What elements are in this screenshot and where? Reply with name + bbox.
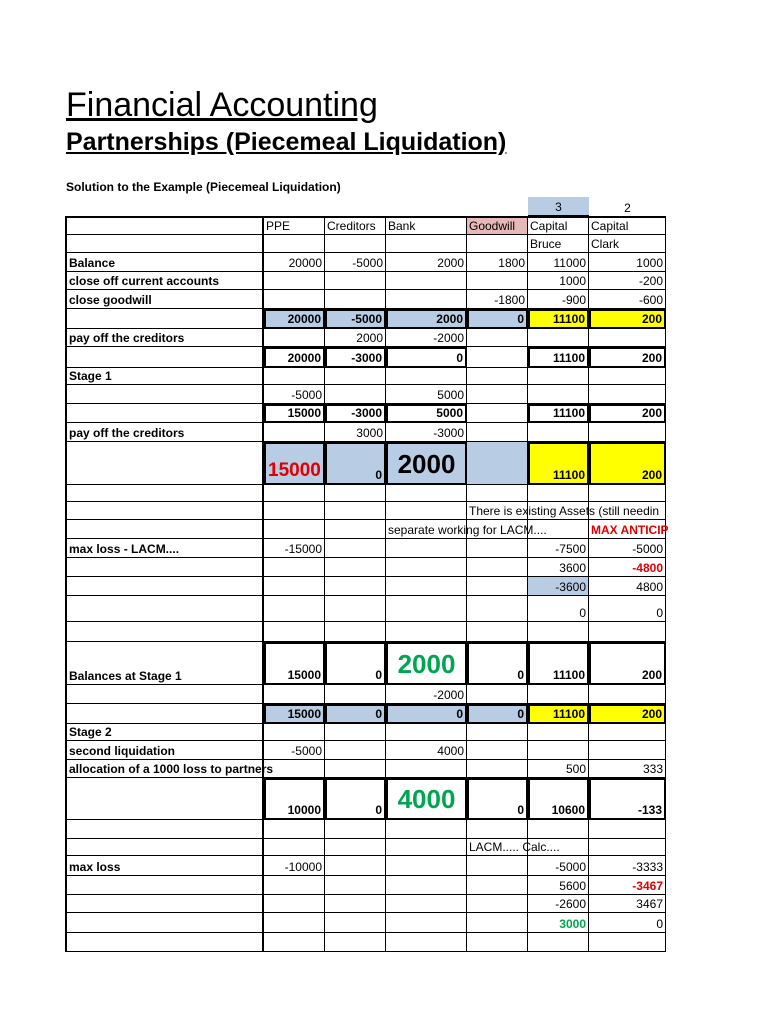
grid-cell[interactable] <box>589 368 666 385</box>
grid-cell[interactable]: LACM..... Calc.... <box>469 840 560 854</box>
grid-cell[interactable] <box>264 368 325 385</box>
grid-cell[interactable] <box>264 685 325 704</box>
row-label-cell[interactable]: second liquidation <box>65 741 264 760</box>
grid-cell[interactable] <box>589 933 666 952</box>
grid-cell[interactable] <box>467 442 528 485</box>
grid-cell[interactable]: 15000 <box>264 704 325 724</box>
row-label-cell[interactable]: pay off the creditors <box>65 423 264 442</box>
row-label-cell[interactable]: close goodwill <box>65 290 264 309</box>
grid-cell[interactable]: 0 <box>325 778 386 820</box>
grid-cell[interactable] <box>386 539 467 558</box>
grid-cell[interactable] <box>386 760 467 778</box>
grid-cell[interactable] <box>325 539 386 558</box>
grid-cell[interactable]: 0 <box>386 347 467 368</box>
grid-cell[interactable]: 200 <box>589 642 666 685</box>
grid-cell[interactable] <box>386 485 467 502</box>
page-title: Financial Accounting <box>66 86 378 124</box>
row-label-cell[interactable] <box>65 577 264 596</box>
grid-cell[interactable] <box>589 385 666 404</box>
row-label-cell[interactable]: close off current accounts <box>65 272 264 290</box>
grid-cell[interactable]: -1800 <box>467 290 528 309</box>
grid-cell[interactable] <box>528 724 589 741</box>
row-label-cell[interactable] <box>65 558 264 577</box>
grid-cell[interactable] <box>386 856 467 876</box>
grid-cell[interactable]: 500 <box>528 760 589 778</box>
grid-cell[interactable]: 10600 <box>528 778 589 820</box>
grid-cell[interactable] <box>264 622 325 642</box>
row-label-cell[interactable] <box>65 309 264 329</box>
grid-cell[interactable] <box>467 197 528 216</box>
grid-cell[interactable] <box>325 502 386 520</box>
grid-cell[interactable]: 0 <box>467 704 528 724</box>
grid-cell[interactable] <box>264 876 325 895</box>
grid-cell[interactable] <box>528 329 589 347</box>
grid-cell[interactable] <box>589 685 666 704</box>
grid-cell[interactable]: -200 <box>589 272 666 290</box>
grid-cell[interactable] <box>325 368 386 385</box>
grid-cell[interactable]: 200 <box>589 442 666 485</box>
row-label-cell[interactable] <box>65 216 264 235</box>
row-label-cell[interactable] <box>65 820 264 839</box>
grid-cell[interactable]: 0 <box>467 778 528 820</box>
row-label-cell[interactable] <box>65 839 264 856</box>
grid-cell[interactable] <box>325 933 386 952</box>
grid-cell[interactable] <box>264 235 325 253</box>
row-label-cell[interactable] <box>65 685 264 704</box>
grid-cell[interactable]: 2000 <box>386 442 467 485</box>
grid-cell[interactable]: 1800 <box>467 253 528 272</box>
grid-cell[interactable] <box>589 485 666 502</box>
grid-cell[interactable] <box>264 197 325 216</box>
grid-cell[interactable] <box>264 895 325 913</box>
grid-cell[interactable] <box>264 272 325 290</box>
grid-cell[interactable] <box>325 895 386 913</box>
grid-cell[interactable]: 2000 <box>325 329 386 347</box>
row-label-cell[interactable] <box>65 502 264 520</box>
grid-cell[interactable] <box>264 820 325 839</box>
sheet-caption: Solution to the Example (Piecemeal Liquidation) <box>66 180 341 194</box>
grid-cell[interactable]: 4000 <box>386 778 467 820</box>
grid-cell[interactable]: -2600 <box>528 895 589 913</box>
grid-cell[interactable] <box>589 741 666 760</box>
grid-cell[interactable]: 5600 <box>528 876 589 895</box>
grid-cell[interactable] <box>386 290 467 309</box>
grid-cell[interactable] <box>325 876 386 895</box>
grid-cell[interactable]: 11100 <box>528 404 589 423</box>
grid-cell[interactable] <box>264 913 325 933</box>
grid-cell[interactable] <box>325 197 386 216</box>
grid-cell[interactable] <box>467 577 528 596</box>
grid-cell[interactable]: -3467 <box>589 876 666 895</box>
grid-cell[interactable] <box>325 520 386 539</box>
grid-cell[interactable]: 11100 <box>528 309 589 329</box>
grid-cell[interactable]: -3333 <box>589 856 666 876</box>
grid-cell[interactable]: 0 <box>467 309 528 329</box>
grid-cell[interactable] <box>325 685 386 704</box>
grid-cell[interactable]: 3 <box>528 197 589 216</box>
grid-cell[interactable]: 0 <box>528 596 589 622</box>
grid-cell[interactable] <box>386 577 467 596</box>
grid-cell[interactable] <box>589 423 666 442</box>
grid-cell[interactable]: 3000 <box>325 423 386 442</box>
row-label-cell[interactable] <box>65 404 264 423</box>
grid-cell[interactable] <box>589 622 666 642</box>
grid-cell[interactable] <box>264 423 325 442</box>
grid-cell[interactable] <box>467 724 528 741</box>
grid-cell[interactable]: 0 <box>325 442 386 485</box>
grid-cell[interactable] <box>467 368 528 385</box>
grid-cell[interactable] <box>528 368 589 385</box>
row-label-cell[interactable]: max loss - LACM.... <box>65 539 264 558</box>
grid-cell[interactable] <box>264 596 325 622</box>
row-label-cell[interactable] <box>65 876 264 895</box>
grid-cell[interactable]: 0 <box>589 913 666 933</box>
grid-cell[interactable]: -4800 <box>589 558 666 577</box>
grid-cell[interactable]: -5000 <box>325 309 386 329</box>
grid-cell[interactable]: 0 <box>467 642 528 685</box>
grid-cell[interactable] <box>528 423 589 442</box>
grid-cell[interactable] <box>264 839 325 856</box>
row-label-cell[interactable] <box>65 197 264 216</box>
grid-cell[interactable]: -5000 <box>589 539 666 558</box>
grid-cell[interactable]: 2000 <box>386 309 467 329</box>
grid-cell[interactable] <box>467 404 528 423</box>
row-label-cell[interactable]: allocation of a 1000 loss to partners <box>65 760 264 778</box>
grid-cell[interactable]: 0 <box>386 704 467 724</box>
grid-cell[interactable]: PPE <box>264 216 325 235</box>
grid-cell[interactable] <box>325 272 386 290</box>
grid-cell[interactable] <box>325 558 386 577</box>
grid-cell[interactable] <box>528 485 589 502</box>
grid-cell[interactable] <box>528 385 589 404</box>
grid-cell[interactable] <box>325 622 386 642</box>
grid-cell[interactable]: 0 <box>325 704 386 724</box>
grid-cell[interactable]: 15000 <box>264 442 325 485</box>
grid-cell[interactable] <box>467 933 528 952</box>
grid-cell[interactable]: There is existing Assets (still needin <box>469 504 660 518</box>
grid-cell[interactable] <box>386 724 467 741</box>
row-label-cell[interactable] <box>65 485 264 502</box>
grid-cell[interactable] <box>467 423 528 442</box>
row-label-cell[interactable] <box>65 913 264 933</box>
grid-cell[interactable] <box>467 622 528 642</box>
grid-cell[interactable] <box>467 272 528 290</box>
grid-cell[interactable] <box>325 385 386 404</box>
grid-cell[interactable]: 10000 <box>264 778 325 820</box>
grid-cell[interactable]: 11100 <box>528 442 589 485</box>
grid-cell[interactable] <box>467 539 528 558</box>
grid-cell[interactable]: -3000 <box>325 404 386 423</box>
grid-cell[interactable] <box>467 913 528 933</box>
grid-cell[interactable] <box>386 558 467 577</box>
grid-cell[interactable]: 20000 <box>264 309 325 329</box>
grid-cell[interactable] <box>386 820 467 839</box>
row-label-cell[interactable] <box>65 520 264 539</box>
grid-cell[interactable] <box>325 290 386 309</box>
grid-cell[interactable]: -3000 <box>325 347 386 368</box>
grid-cell[interactable]: -15000 <box>264 539 325 558</box>
grid-cell[interactable] <box>528 933 589 952</box>
grid-cell[interactable] <box>467 558 528 577</box>
grid-cell[interactable]: 0 <box>325 642 386 685</box>
grid-cell[interactable] <box>467 235 528 253</box>
grid-cell[interactable]: 20000 <box>264 253 325 272</box>
row-label-cell[interactable]: pay off the creditors <box>65 329 264 347</box>
grid-cell[interactable] <box>325 235 386 253</box>
grid-cell[interactable] <box>264 577 325 596</box>
grid-cell[interactable]: -2000 <box>386 329 467 347</box>
grid-cell[interactable]: 1000 <box>589 253 666 272</box>
grid-cell[interactable]: 200 <box>589 704 666 724</box>
grid-cell[interactable] <box>386 876 467 895</box>
row-label-cell[interactable] <box>65 385 264 404</box>
grid-cell[interactable] <box>386 913 467 933</box>
grid-cell[interactable] <box>264 724 325 741</box>
grid-cell[interactable] <box>325 741 386 760</box>
grid-cell[interactable] <box>386 272 467 290</box>
grid-cell[interactable] <box>386 839 467 856</box>
grid-cell[interactable] <box>386 933 467 952</box>
grid-cell[interactable]: -5000 <box>264 741 325 760</box>
grid-cell[interactable] <box>467 347 528 368</box>
grid-cell[interactable] <box>386 622 467 642</box>
row-label-cell[interactable] <box>65 235 264 253</box>
grid-cell[interactable]: 3600 <box>528 558 589 577</box>
grid-cell[interactable]: -2000 <box>386 685 467 704</box>
grid-cell[interactable]: Bruce <box>528 235 589 253</box>
grid-cell[interactable]: 333 <box>589 760 666 778</box>
grid-cell[interactable]: 1000 <box>528 272 589 290</box>
grid-cell[interactable] <box>467 385 528 404</box>
grid-cell[interactable] <box>528 685 589 704</box>
grid-cell[interactable] <box>528 741 589 760</box>
grid-cell[interactable] <box>325 485 386 502</box>
row-label-cell[interactable] <box>65 596 264 622</box>
grid-cell[interactable] <box>264 933 325 952</box>
grid-cell[interactable]: 20000 <box>264 347 325 368</box>
grid-cell[interactable]: Clark <box>589 235 666 253</box>
row-label-cell[interactable]: Balances at Stage 1 <box>65 642 264 685</box>
row-label-cell[interactable] <box>65 933 264 952</box>
grid-cell[interactable]: -3600 <box>528 577 589 596</box>
grid-cell[interactable] <box>264 760 325 778</box>
grid-cell[interactable] <box>386 895 467 913</box>
grid-cell[interactable]: -5000 <box>528 856 589 876</box>
grid-cell[interactable]: 5000 <box>386 404 467 423</box>
grid-cell[interactable]: Capital <box>589 216 666 235</box>
grid-cell[interactable]: Creditors <box>325 216 386 235</box>
grid-cell[interactable]: -133 <box>589 778 666 820</box>
row-label-cell[interactable] <box>65 622 264 642</box>
grid-cell[interactable]: separate working for LACM.... <box>386 520 467 539</box>
grid-cell[interactable] <box>467 685 528 704</box>
grid-cell[interactable] <box>467 596 528 622</box>
grid-cell[interactable]: 11000 <box>528 253 589 272</box>
row-label-cell[interactable] <box>65 895 264 913</box>
grid-cell[interactable]: Bank <box>386 216 467 235</box>
grid-cell[interactable] <box>325 839 386 856</box>
row-label-cell[interactable] <box>65 442 264 485</box>
grid-cell[interactable] <box>467 485 528 502</box>
row-label-cell[interactable]: Stage 1 <box>65 368 264 385</box>
grid-cell[interactable]: 5000 <box>386 385 467 404</box>
grid-cell[interactable] <box>264 502 325 520</box>
grid-cell[interactable]: -900 <box>528 290 589 309</box>
grid-cell[interactable] <box>589 329 666 347</box>
grid-cell[interactable]: 11100 <box>528 704 589 724</box>
grid-cell[interactable] <box>386 197 467 216</box>
grid-cell[interactable] <box>386 596 467 622</box>
grid-cell[interactable]: 15000 <box>264 642 325 685</box>
grid-cell[interactable] <box>467 760 528 778</box>
grid-cell[interactable]: Goodwill <box>467 216 528 235</box>
grid-cell[interactable]: -5000 <box>325 253 386 272</box>
row-label-cell[interactable]: Balance <box>65 253 264 272</box>
grid-cell[interactable]: 15000 <box>264 404 325 423</box>
grid-cell[interactable] <box>325 913 386 933</box>
grid-cell[interactable] <box>467 876 528 895</box>
grid-cell[interactable] <box>325 820 386 839</box>
grid-cell[interactable]: 11100 <box>528 347 589 368</box>
grid-cell[interactable] <box>528 820 589 839</box>
grid-cell[interactable]: 200 <box>589 347 666 368</box>
grid-cell[interactable]: 3467 <box>589 895 666 913</box>
grid-cell[interactable] <box>325 856 386 876</box>
grid-cell[interactable] <box>467 856 528 876</box>
grid-cell[interactable] <box>325 760 386 778</box>
grid-cell[interactable]: 4800 <box>589 577 666 596</box>
grid-cell[interactable]: MAX ANTICIP <box>589 520 666 539</box>
row-label-cell[interactable] <box>65 778 264 820</box>
grid-cell[interactable] <box>467 820 528 839</box>
grid-cell[interactable] <box>264 329 325 347</box>
grid-cell[interactable] <box>264 290 325 309</box>
grid-cell[interactable] <box>386 502 467 520</box>
grid-cell[interactable] <box>264 485 325 502</box>
page-subtitle: Partnerships (Piecemeal Liquidation) <box>66 128 507 156</box>
grid-cell[interactable]: -3000 <box>386 423 467 442</box>
grid-cell[interactable] <box>528 622 589 642</box>
grid-cell[interactable]: 2000 <box>386 253 467 272</box>
grid-cell[interactable]: 200 <box>589 404 666 423</box>
grid-cell[interactable]: -7500 <box>528 539 589 558</box>
grid-cell[interactable]: Capital <box>528 216 589 235</box>
grid-cell[interactable] <box>325 577 386 596</box>
grid-cell[interactable]: 2 <box>624 201 631 215</box>
grid-cell[interactable]: -5000 <box>264 385 325 404</box>
grid-cell[interactable] <box>386 235 467 253</box>
grid-cell[interactable]: 4000 <box>386 741 467 760</box>
grid-cell[interactable]: -600 <box>589 290 666 309</box>
grid-cell[interactable] <box>589 724 666 741</box>
grid-cell[interactable] <box>386 368 467 385</box>
row-label-cell[interactable] <box>65 347 264 368</box>
row-label-cell[interactable]: max loss <box>65 856 264 876</box>
grid-cell[interactable]: 11100 <box>528 642 589 685</box>
grid-cell[interactable]: -10000 <box>264 856 325 876</box>
grid-cell[interactable] <box>589 839 666 856</box>
grid-cell[interactable]: 0 <box>589 596 666 622</box>
grid-cell[interactable] <box>264 520 325 539</box>
grid-cell[interactable]: 3000 <box>528 913 589 933</box>
grid-cell[interactable] <box>467 741 528 760</box>
row-label-cell[interactable]: Stage 2 <box>65 724 264 741</box>
grid-cell[interactable] <box>325 724 386 741</box>
grid-cell[interactable] <box>467 895 528 913</box>
row-label-cell[interactable] <box>65 704 264 724</box>
grid-cell[interactable] <box>467 329 528 347</box>
grid-cell[interactable]: 200 <box>589 309 666 329</box>
grid-cell[interactable] <box>325 596 386 622</box>
grid-cell[interactable] <box>264 558 325 577</box>
grid-cell[interactable] <box>589 820 666 839</box>
grid-cell[interactable]: 2000 <box>386 642 467 685</box>
